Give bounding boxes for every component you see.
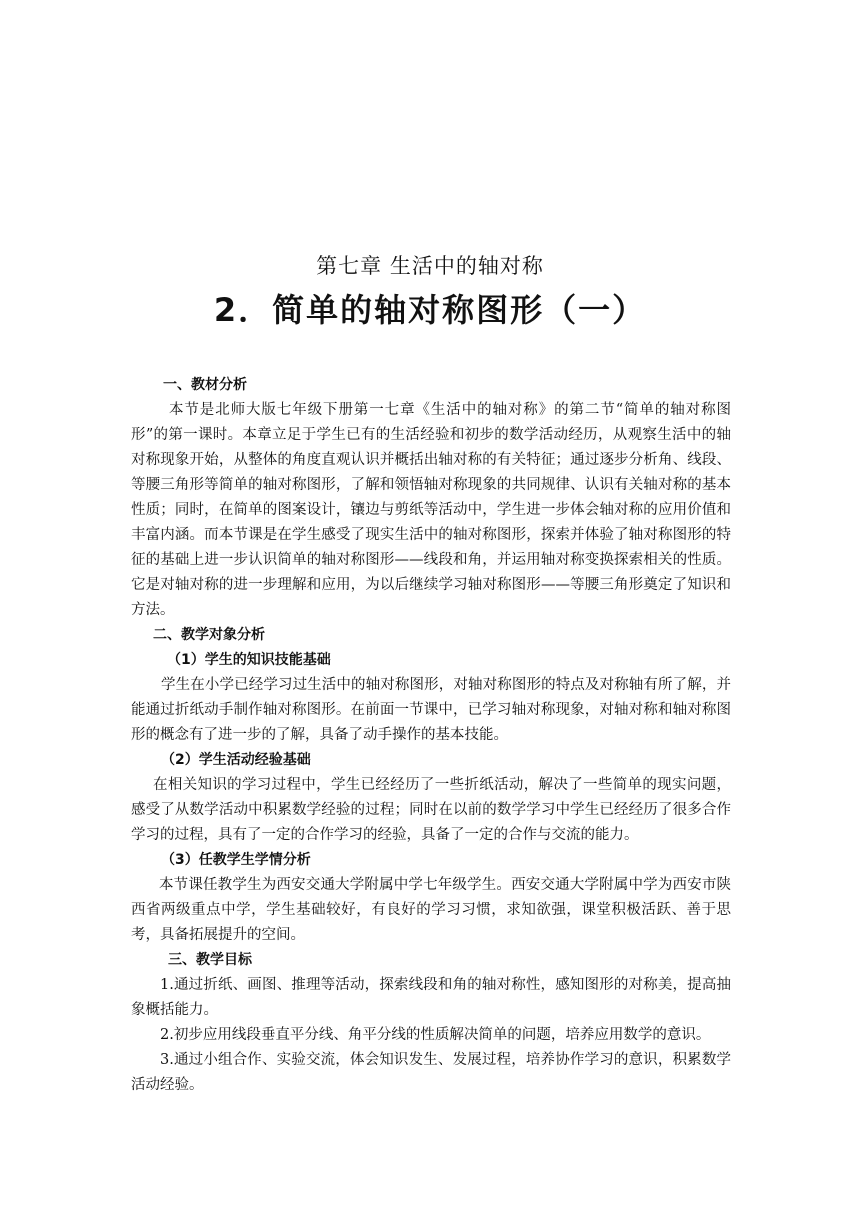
subheading-activity-experience: （2）学生活动经验基础 xyxy=(161,752,311,768)
paragraph-student-analysis: 本节课任教学生为西安交通大学附属中学七年级学生。西安交通大学附属中学为西安市陕西省两级重点中学，学生基础较好，有良好的学习习惯，求知欲强，课堂积极活跃、善于思考，具备拓展提升的空间。 xyxy=(131,877,731,943)
goal-3: 3.通过小组合作、实验交流，体会知识发生、发展过程，培养协作学习的意识，积累数学活动经验。 xyxy=(131,1052,731,1093)
paragraph-knowledge-basis: 学生在小学已经学习过生活中的轴对称图形，对轴对称图形的特点及对称轴有所了解，并能通过折纸动手制作轴对称图形。在前面一节课中，已学习轴对称现象，对轴对称和轴对称图形的概念有了进一步的了解，具备了动手操作的基本技能。 xyxy=(131,677,731,743)
subheading-student-analysis: （3）任教学生学情分析 xyxy=(161,852,311,868)
section-heading-3: 三、教学目标 xyxy=(168,952,252,968)
section-1-paragraph: 本节是北师大版七年级下册第一七章《生活中的轴对称》的第二节“简单的轴对称图形”的第一课时。本章立足于学生已有的生活经验和初步的数学活动经历，从观察生活中的轴对称现象开始，从整体的角度直观认识并概括出轴对称的有关特征；通过逐步分析角、线段、等腰三角形等简单的轴对称图形，了解和领悟轴对称现象的共同规律、认识有关轴对称的基本性质；同时，在简单的图案设计，镶边与剪纸等活动中，学生进一步体会轴对称的应用价值和丰富内涵。而本节课是在学生感受了现实生活中的轴对称图形，探索并体验了轴对称图形的特征的基础上进一步认识简单的轴对称图形——线段和角，并运用轴对称变换探索相关的性质。它是对轴对称的进一步理解和应用，为以后继续学习轴对称图形——等腰三角形奠定了知识和方法。 xyxy=(131,402,731,618)
lesson-title: 2．简单的轴对称图形（一） xyxy=(213,291,647,329)
section-heading-1: 一、教材分析 xyxy=(163,377,247,393)
section-heading-2: 二、教学对象分析 xyxy=(153,627,265,643)
goal-1: 1.通过折纸、画图、推理等活动，探索线段和角的轴对称性，感知图形的对称美，提高抽象概括能力。 xyxy=(131,977,731,1018)
paragraph-activity-experience: 在相关知识的学习过程中，学生已经经历了一些折纸活动，解决了一些简单的现实问题，感受了从数学活动中积累数学经验的过程；同时在以前的数学学习中学生已经经历了很多合作学习的过程，具有了一定的合作学习的经验，具备了一定的合作与交流的能力。 xyxy=(131,777,731,843)
document-body xyxy=(131,373,731,1098)
chapter-title: 第七章 生活中的轴对称 xyxy=(316,254,544,278)
subheading-knowledge-basis: （1）学生的知识技能基础 xyxy=(167,652,331,668)
goal-2: 2.初步应用线段垂直平分线、角平分线的性质解决简单的问题，培养应用数学的意识。 xyxy=(160,1027,711,1043)
